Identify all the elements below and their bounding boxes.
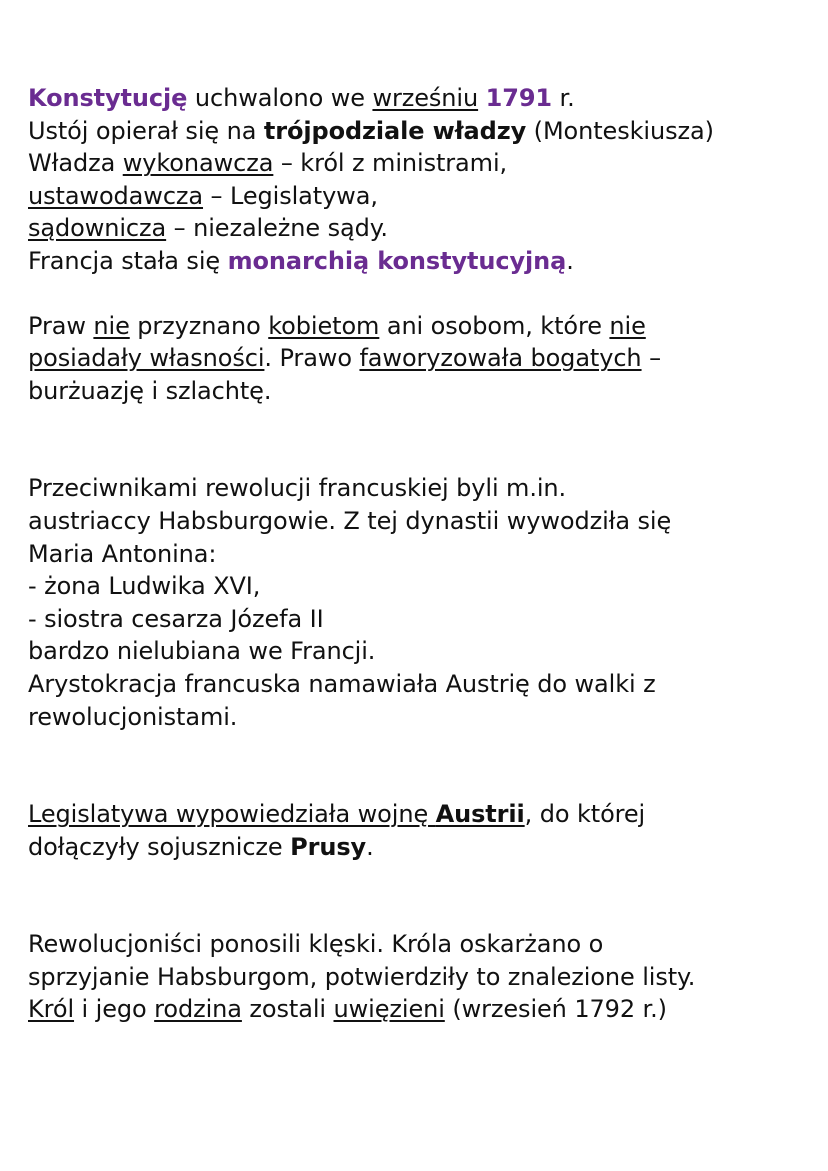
- underlined-term: faworyzowała bogatych: [359, 344, 642, 373]
- text-line: [28, 147, 818, 180]
- text-segment: - żona Ludwika XVI,: [28, 572, 261, 601]
- text-line: [28, 701, 818, 734]
- text-segment: .: [366, 832, 374, 861]
- underlined-term: nie: [93, 311, 130, 340]
- text-line: [28, 180, 818, 213]
- underlined-term: ustawodawcza: [28, 181, 204, 210]
- text-segment: sprzyjanie Habsburgom, potwierdziły to znalezione listy.: [28, 962, 696, 991]
- text-segment: Rewolucjoniści ponosili klęski. Króla oskarżano o: [28, 930, 604, 959]
- paragraph-2: [28, 310, 818, 408]
- text-line: [28, 82, 818, 115]
- highlighted-term: Konstytucję: [28, 84, 188, 112]
- text-line: [28, 961, 818, 994]
- text-segment: . Prawo: [264, 344, 360, 373]
- text-segment: Ustój opierał się na: [28, 116, 264, 145]
- text-segment: przyznano: [129, 311, 269, 340]
- text-segment: –: [641, 344, 661, 373]
- text-segment: – Legislatywa,: [203, 181, 378, 210]
- paragraph-gap: [28, 863, 818, 928]
- underlined-term: wykonawcza: [122, 149, 274, 178]
- underlined-term: nie: [609, 311, 646, 340]
- text-segment: burżuazję i szlachtę.: [28, 376, 272, 405]
- text-segment: .: [566, 246, 574, 275]
- text-line: [28, 635, 818, 668]
- paragraph-gap: [28, 733, 818, 798]
- text-segment: uchwalono we: [187, 84, 373, 112]
- text-segment: , do której: [524, 800, 646, 829]
- text-segment: - siostra cesarza Józefa II: [28, 604, 324, 633]
- text-segment: ani osobom, które: [379, 311, 610, 340]
- text-line: [28, 212, 818, 245]
- text-line: [28, 993, 818, 1026]
- text-segment: Przeciwnikami rewolucji francuskiej byli m.in.: [28, 474, 567, 503]
- underlined-term: Król: [28, 995, 75, 1024]
- underlined-term: wrześniu: [372, 84, 479, 112]
- paragraph-3: [28, 472, 818, 733]
- text-line: [28, 928, 818, 961]
- text-segment: Maria Antonina:: [28, 539, 217, 568]
- highlighted-term: monarchią konstytucyjną: [227, 246, 567, 275]
- text-line: [28, 603, 818, 636]
- text-line: [28, 342, 818, 375]
- text-segment: bardzo nielubiana we Francji.: [28, 637, 376, 666]
- text-segment: [478, 84, 486, 112]
- text-segment: – król z ministrami,: [273, 149, 508, 178]
- text-line: [28, 115, 818, 148]
- bold-term: trójpodziale władzy: [263, 116, 527, 145]
- text-segment: – niezależne sądy.: [166, 214, 388, 243]
- text-segment: Władza: [28, 149, 123, 178]
- text-line: [28, 375, 818, 408]
- text-line: [28, 505, 818, 538]
- text-line: [28, 245, 818, 278]
- text-segment: rewolucjonistami.: [28, 702, 238, 731]
- text-segment: i jego: [74, 995, 155, 1024]
- paragraph-1: [28, 82, 818, 278]
- underlined-term: uwięzieni: [333, 995, 445, 1024]
- highlighted-term: 1791: [485, 84, 553, 112]
- text-line: [28, 570, 818, 603]
- text-segment: (wrzesień 1792 r.): [444, 995, 667, 1024]
- document-page: [28, 82, 818, 1026]
- bold-term: Austrii: [435, 800, 525, 829]
- paragraph-gap: [28, 407, 818, 472]
- text-line: [28, 538, 818, 571]
- text-segment: Francja stała się: [28, 246, 228, 275]
- underlined-term: Legislatywa wypowiedziała wojnę: [28, 800, 436, 829]
- text-line: [28, 472, 818, 505]
- text-segment: Praw: [28, 311, 94, 340]
- text-segment: r.: [552, 84, 575, 112]
- text-line: [28, 798, 818, 831]
- paragraph-4: [28, 798, 818, 863]
- text-segment: Arystokracja francuska namawiała Austrię do walki z: [28, 669, 656, 698]
- text-line: [28, 668, 818, 701]
- text-segment: austriaccy Habsburgowie. Z tej dynastii wywodziła się: [28, 506, 672, 535]
- bold-term: Prusy: [290, 832, 367, 861]
- text-line: [28, 831, 818, 864]
- text-line: [28, 310, 818, 343]
- underlined-term: rodzina: [154, 995, 242, 1024]
- paragraph-gap: [28, 278, 818, 310]
- underlined-term: posiadały własności: [28, 344, 265, 373]
- underlined-term: sądownicza: [28, 214, 167, 243]
- text-segment: dołączyły sojusznicze: [28, 832, 291, 861]
- text-segment: (Monteskiusza): [526, 116, 714, 145]
- underlined-term: kobietom: [268, 311, 380, 340]
- paragraph-5: [28, 928, 818, 1026]
- text-segment: zostali: [241, 995, 334, 1024]
